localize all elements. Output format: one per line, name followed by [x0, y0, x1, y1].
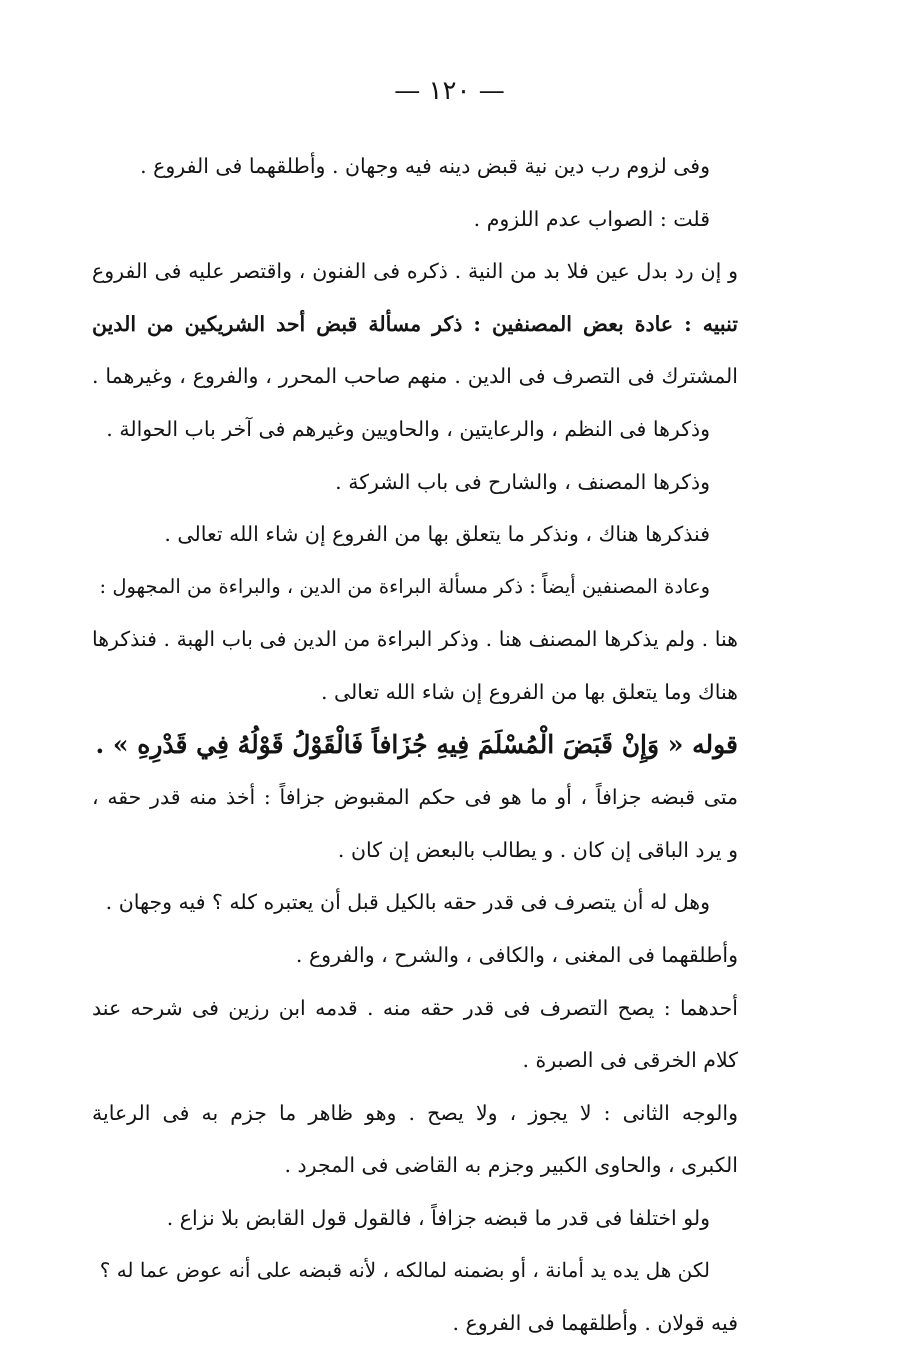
text-line-17: أحدهما : يصح التصرف فى قدر حقه منه . قدمه ابن رزين فى شرحه عند — [92, 995, 738, 1020]
text-line-5: المشترك فى التصرف فى الدين . منهم صاحب المحرر ، والفروع ، وغيرهما . — [92, 364, 738, 389]
text-line-9: وعادة المصنفين أيضاً : ذكر مسألة البراءة من الدين ، والبراءة من المجهول : — [99, 574, 710, 598]
text-line-22: لكن هل يده يد أمانة ، أو بضمنه لمالكه ، لأنه قبضه على أنه عوض عما له ؟ — [99, 1258, 710, 1283]
text-line-21: ولو اختلفا فى قدر ما قبضه جزافاً ، فالقول قول القابض بلا نزاع . — [166, 1205, 710, 1230]
notice-line: تنبيه : عادة بعض المصنفين : ذكر مسألة قبض أحد الشريكين من الدين — [92, 311, 738, 336]
text-line-6: وذكرها فى النظم ، والرعايتين ، والحاويين وغيرهم فى آخر باب الحوالة . — [106, 416, 710, 441]
text-line-16: وأطلقهما فى المغنى ، والكافى ، والشرح ، والفروع . — [295, 942, 738, 967]
text-line-10: هنا . ولم يذكرها المصنف هنا . وذكر البراءة من الدين فى باب الهبة . فنذكرها — [92, 627, 738, 652]
text-line-20: الكبرى ، والحاوى الكبير وجزم به القاضى فى المجرد . — [284, 1153, 738, 1178]
body-text — [92, 140, 738, 1350]
quote-heading: قوله « وَإِنْ قَبَضَ الْمُسْلَمَ فِيهِ جُزَافاً فَالْقَوْلُ قَوْلُهُ فِي قَدْرِهِ » . — [95, 729, 738, 759]
text-line-19: والوجه الثانى : لا يجوز ، ولا يصح . وهو ظاهر ما جزم به فى الرعاية — [92, 1100, 738, 1125]
text-line-2: قلت : الصواب عدم اللزوم . — [473, 206, 710, 231]
text-line-8: فنذكرها هناك ، ونذكر ما يتعلق بها من الفروع إن شاء الله تعالى . — [164, 522, 710, 547]
text-line-14: و يرد الباقى إن كان . و يطالب بالبعض إن كان . — [337, 837, 738, 862]
text-line-18: كلام الخرقى فى الصبرة . — [522, 1048, 738, 1073]
text-line-15: وهل له أن يتصرف فى قدر حقه بالكيل قبل أن يعتبره كله ؟ فيه وجهان . — [105, 890, 710, 915]
text-line-1: وفى لزوم رب دين نية قبض دينه فيه وجهان . وأطلقهما فى الفروع . — [140, 154, 710, 178]
text-line-3: و إن رد بدل عين فلا بد من النية . ذكره فى الفنون ، واقتصر عليه فى الفروع — [92, 259, 738, 284]
text-line-23: فيه قولان . وأطلقهما فى الفروع . — [452, 1311, 738, 1336]
text-line-11: هناك وما يتعلق بها من الفروع إن شاء الله تعالى . — [320, 679, 738, 704]
text-line-7: وذكرها المصنف ، والشارح فى باب الشركة . — [335, 469, 710, 494]
page-number: — ١٢٠ — — [394, 76, 505, 106]
text-line-13: متى قبضه جزافاً ، أو ما هو فى حكم المقبوض جزافاً : أخذ منه قدر حقه ، — [92, 785, 738, 810]
